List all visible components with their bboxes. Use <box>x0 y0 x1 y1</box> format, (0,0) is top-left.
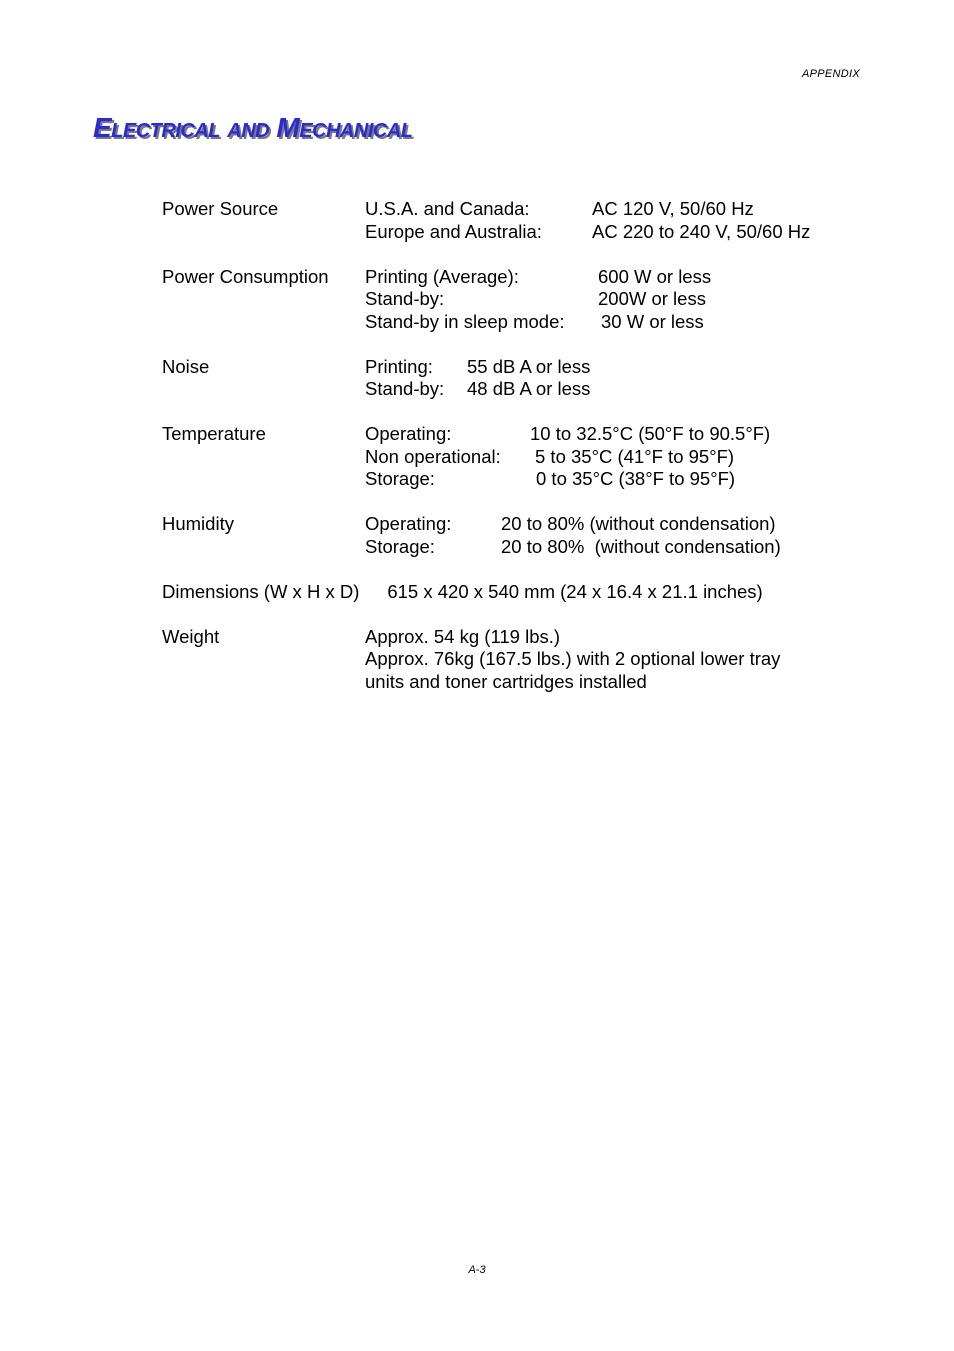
spec-value: AC 120 V, 50/60 Hz <box>592 198 754 219</box>
spec-key: Printing (Average): <box>365 265 519 287</box>
spec-key: Stand-by: <box>365 378 445 399</box>
spec-value: 0 to 35°C (38°F to 95°F) <box>536 468 736 489</box>
spec-key: Storage: <box>365 535 435 557</box>
spec-value: 10 to 32.5°C (50°F to 90.5°F) <box>530 423 771 444</box>
spec-key: Europe and Australia: <box>365 220 542 242</box>
spec-key: Stand-by: <box>365 288 445 309</box>
spec-value: AC 220 to 240 V, 50/60 Hz <box>592 220 811 242</box>
spec-power-consumption <box>162 266 862 334</box>
spec-value: Approx. 54 kg (119 lbs.) <box>365 625 561 647</box>
spec-value: 200W or less <box>598 288 706 309</box>
spec-key: Non operational: <box>365 445 501 467</box>
section-title: Electrical and Mechanical <box>93 112 413 143</box>
spec-label: Noise <box>162 355 210 377</box>
spec-label: Power Source <box>162 198 279 219</box>
spec-label: Humidity <box>162 513 234 534</box>
spec-value: 5 to 35°C (41°F to 95°F) <box>535 445 735 467</box>
spec-weight <box>162 626 862 694</box>
spec-value: Approx. 76kg (167.5 lbs.) with 2 optional lower tray <box>365 648 781 669</box>
spec-key: Printing: <box>365 355 433 377</box>
spec-power-source <box>162 198 862 243</box>
spec-key: Stand-by in sleep mode: <box>365 310 565 332</box>
spec-value: 48 dB A or less <box>467 378 591 399</box>
spec-value: units and toner cartridges installed <box>365 670 647 692</box>
spec-dimensions <box>162 581 862 604</box>
spec-temperature <box>162 423 862 491</box>
spec-humidity <box>162 513 862 558</box>
spec-label: Weight <box>162 625 220 647</box>
spec-label: Dimensions (W x H x D) <box>162 580 360 602</box>
spec-value: 55 dB A or less <box>467 355 591 377</box>
spec-key: Operating: <box>365 513 452 534</box>
spec-list <box>162 198 862 693</box>
running-header: APPENDIX <box>801 68 860 80</box>
spec-label: Power Consumption <box>162 265 329 287</box>
spec-key: Operating: <box>365 423 452 444</box>
spec-value: 615 x 420 x 540 mm (24 x 16.4 x 21.1 inches) <box>387 580 763 602</box>
spec-key: U.S.A. and Canada: <box>365 198 530 219</box>
spec-key: Storage: <box>365 468 435 489</box>
spec-label: Temperature <box>162 423 266 444</box>
spec-value: 30 W or less <box>601 310 704 332</box>
spec-value: 20 to 80% (without condensation) <box>501 513 776 534</box>
spec-noise <box>162 356 862 401</box>
spec-value: 20 to 80% (without condensation) <box>501 535 781 557</box>
page-number: A-3 <box>468 1264 486 1276</box>
spec-value: 600 W or less <box>598 265 712 287</box>
